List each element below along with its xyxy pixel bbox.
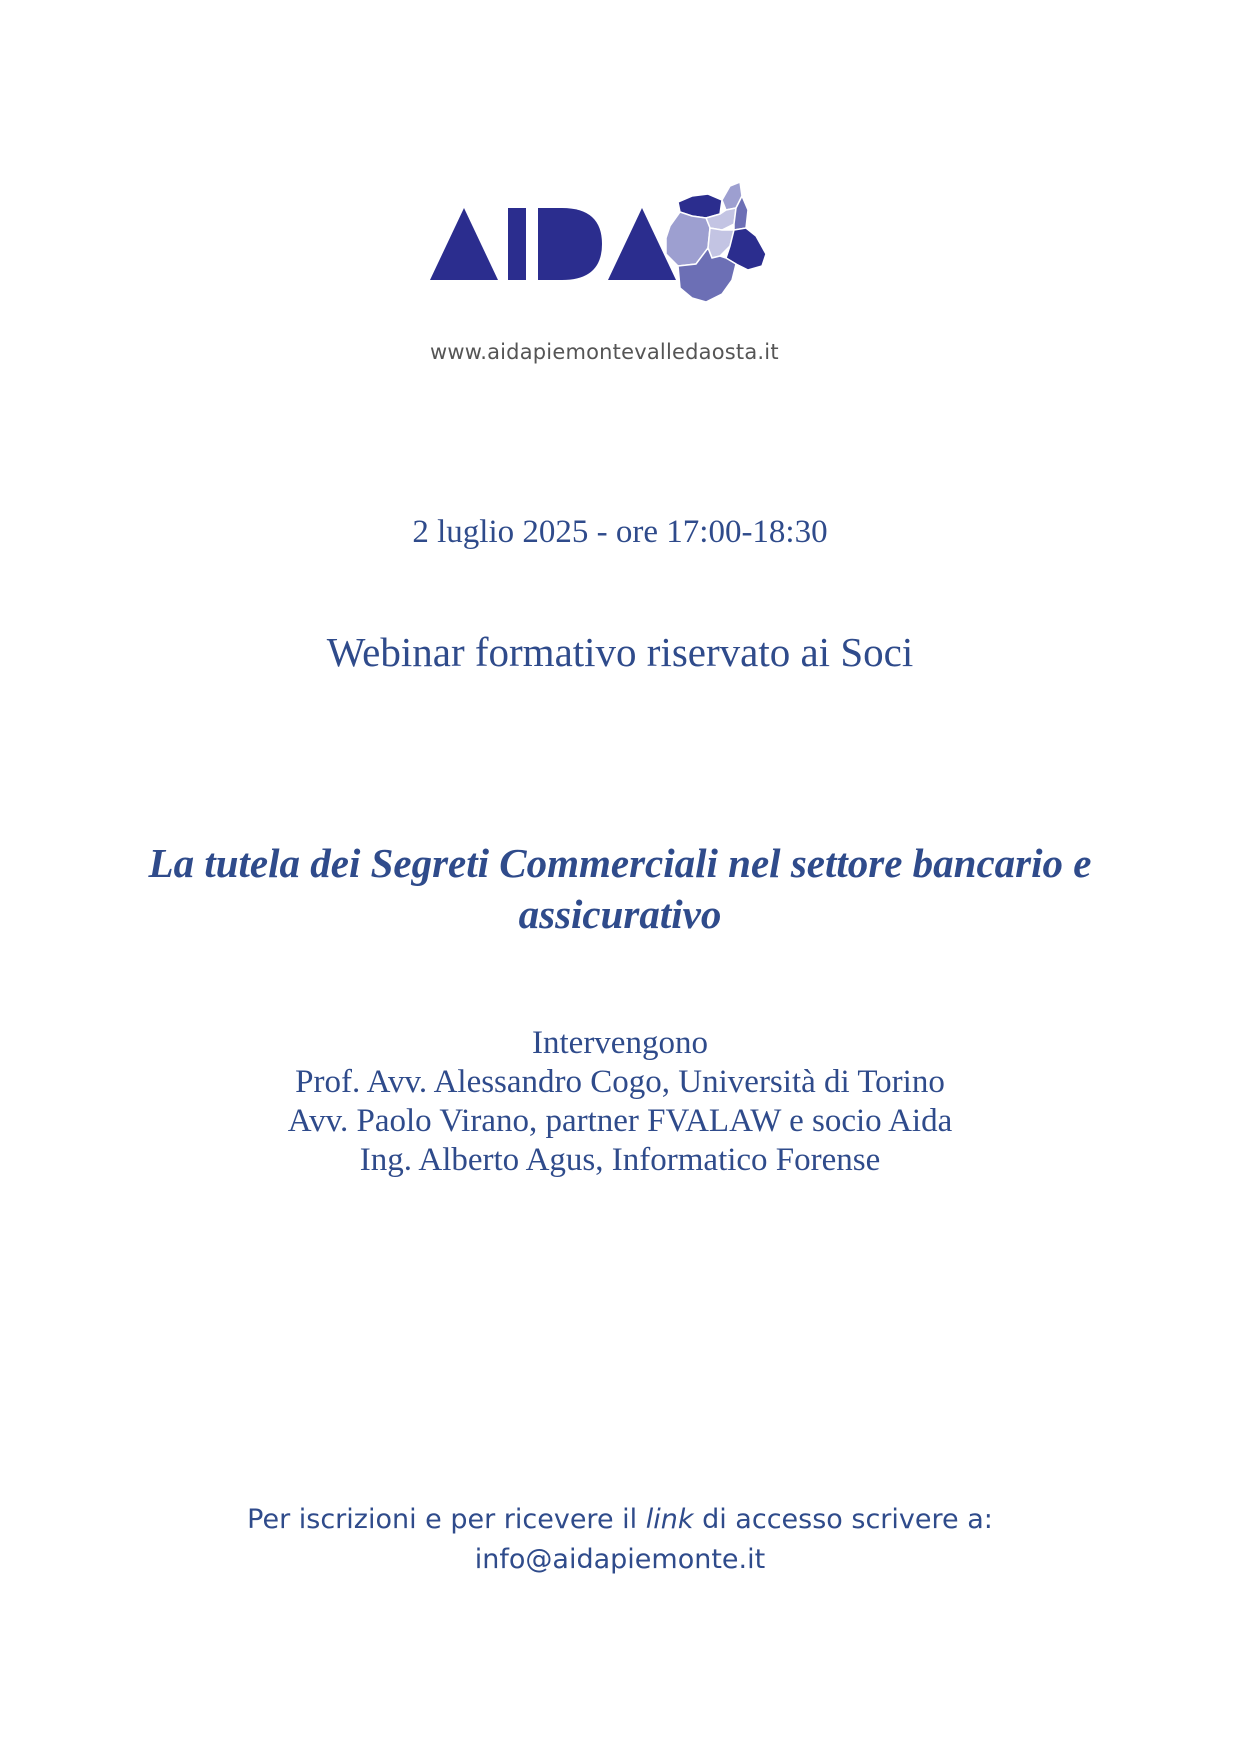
- registration-text: [0, 1500, 1240, 1540]
- speaker-item: Ing. Alberto Agus, Informatico Forense: [359, 1142, 881, 1178]
- event-title-line: La tutela dei Segreti Commerciali nel settore bancario e: [148, 840, 1092, 886]
- speaker-item: Avv. Paolo Virano, partner FVALAW e socio Aida: [287, 1103, 953, 1139]
- speakers-heading: Intervengono: [532, 1025, 708, 1061]
- piemonte-valle-daosta-map-icon: [666, 182, 766, 302]
- event-title: [120, 838, 1120, 940]
- wordmark-letter-a: [430, 208, 498, 280]
- wordmark-letter-i: [508, 208, 526, 280]
- event-type: Webinar formativo riservato ai Soci: [326, 629, 914, 675]
- registration-link-word: link: [645, 1504, 694, 1535]
- aida-wordmark: [430, 208, 676, 280]
- event-title-line: assicurativo: [518, 891, 722, 937]
- speakers-section: [0, 1024, 1240, 1180]
- logo-website-url: www.aidapiemontevalledaosta.it: [430, 340, 779, 364]
- speaker-item: Prof. Avv. Alessandro Cogo, Università di Torino: [295, 1064, 945, 1100]
- wordmark-letter-d: [538, 208, 602, 280]
- aida-logo: [430, 180, 820, 370]
- registration-text-before: Per iscrizioni e per ricevere il: [247, 1504, 646, 1535]
- registration-info: [0, 1500, 1240, 1580]
- registration-text-after: di accesso scrivere a:: [693, 1504, 993, 1535]
- aida-logo-graphic: [430, 180, 820, 330]
- contact-email[interactable]: info@aidapiemonte.it: [474, 1544, 766, 1575]
- event-date-time: 2 luglio 2025 - ore 17:00-18:30: [412, 514, 828, 550]
